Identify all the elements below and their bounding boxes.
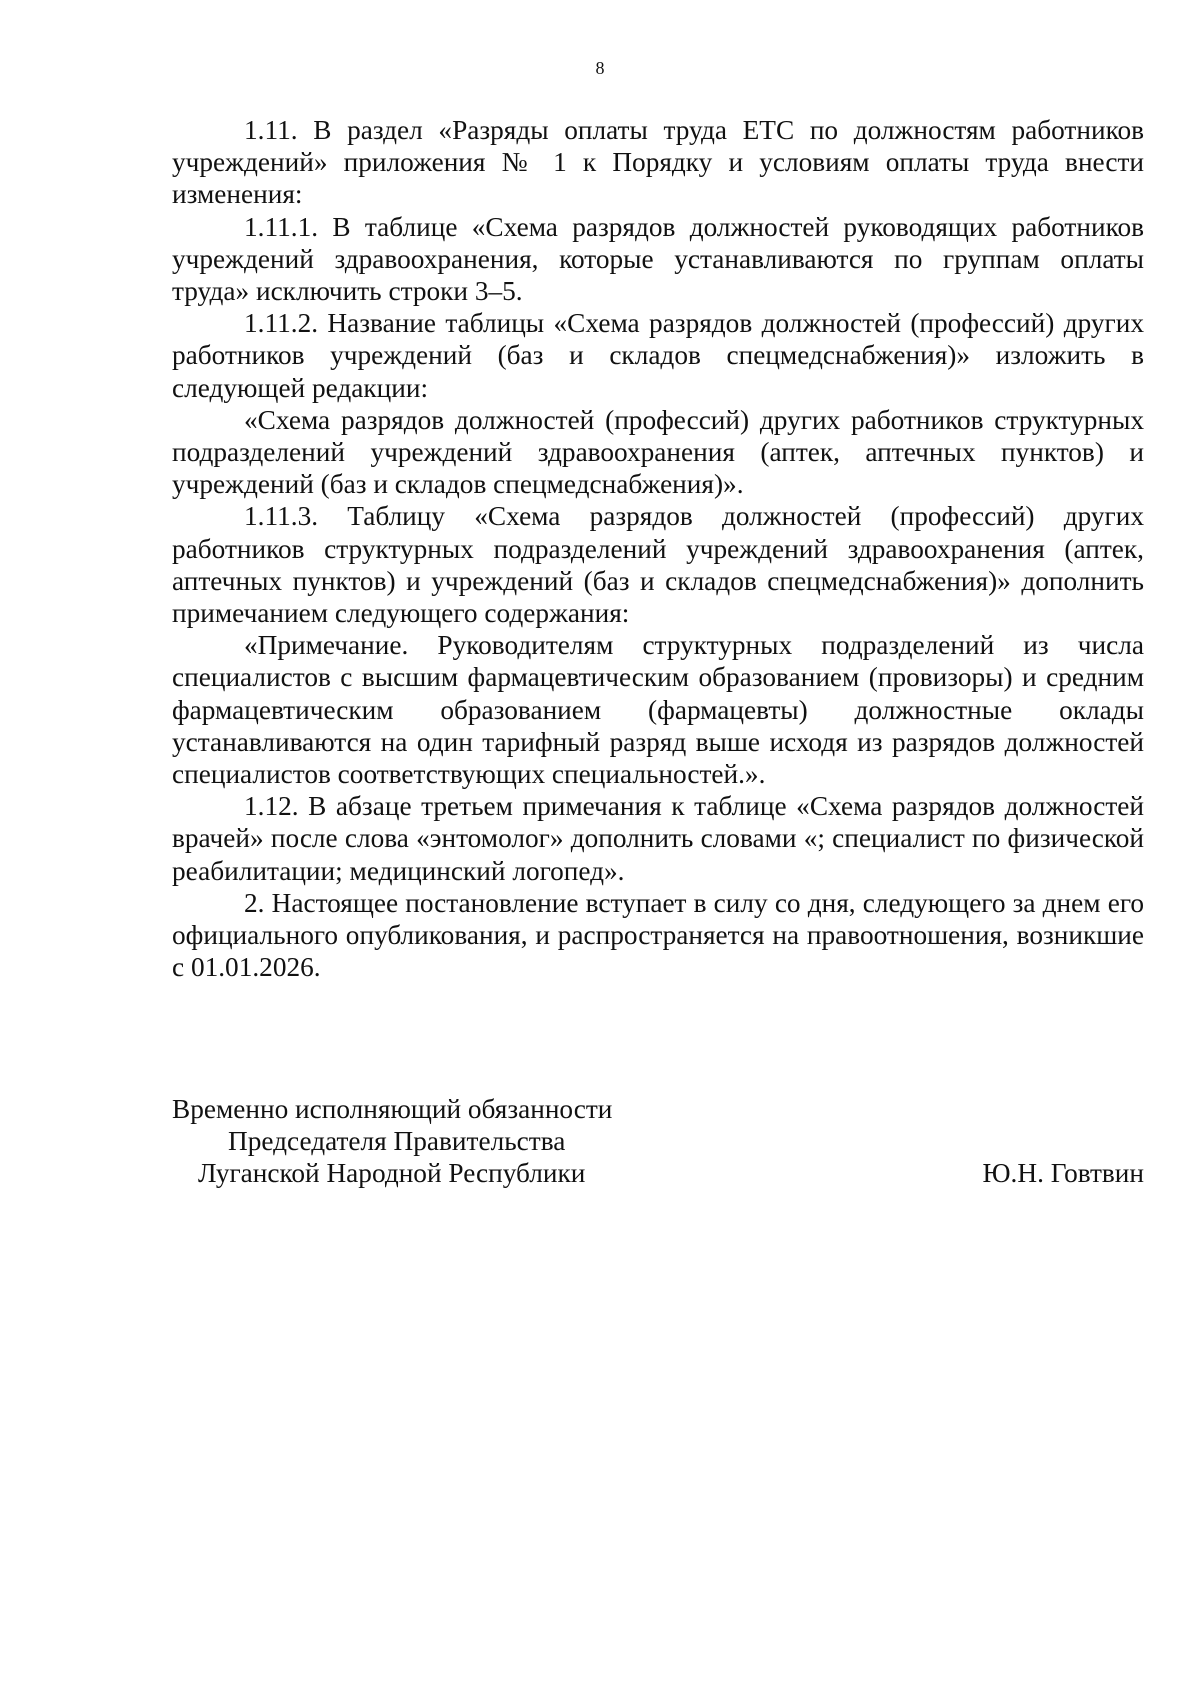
signature-block	[172, 1093, 1144, 1203]
signatory-title-line-3: Луганской Народной Республики	[198, 1158, 586, 1188]
signatory-name: Ю.Н. Говтвин	[982, 1158, 1144, 1188]
paragraph-2: 2. Настоящее постановление вступает в силу со дня, следующего за днем его официального опубликования, и распространяется на правоотношения, возникшие с 01.01.2026.	[172, 887, 1144, 983]
paragraph-note: «Примечание. Руководителям структурных подразделений из числа специалистов с высшим фармацевтическим образованием (провизоры) и средним фармацевтическим образованием (фармацевты) должностные оклады устанавливаются на один тарифный разряд выше исходя из разрядов должностей специалистов соответствующих специальностей.».	[172, 630, 1144, 790]
paragraph-1-11-1: 1.11.1. В таблице «Схема разрядов должностей руководящих работников учреждений здравоохранения, которые устанавливаются по группам оплаты труда» исключить строки 3–5.	[172, 211, 1144, 307]
paragraph-1-11-2: 1.11.2. Название таблицы «Схема разрядов должностей (профессий) других работников учреждений (баз и складов спецмедснабжения)» изложить в следующей редакции:	[172, 308, 1144, 403]
signatory-title-line-2: Председателя Правительства	[228, 1126, 566, 1156]
paragraph-1-11-3: 1.11.3. Таблицу «Схема разрядов должностей (профессий) других работников структурных подразделений учреждений здравоохранения (аптек, аптечных пунктов) и учреждений (баз и складов спецмедснабжения)» дополнить примечанием следующего содержания:	[172, 501, 1144, 629]
paragraph-new-table-title: «Схема разрядов должностей (профессий) других работников структурных подразделений учреждений здравоохранения (аптек, аптечных пунктов) и учреждений (баз и складов спецмедснабжения)».	[172, 404, 1144, 500]
paragraph-1-11: 1.11. В раздел «Разряды оплаты труда ЕТС по должностям работников учреждений» приложения № 1 к Порядку и условиям оплаты труда внести изменения:	[172, 115, 1144, 210]
signatory-title-line-1: Временно исполняющий обязанности	[172, 1094, 613, 1124]
page-number: 8	[595, 58, 605, 78]
paragraph-1-12: 1.12. В абзаце третьем примечания к таблице «Схема разрядов должностей врачей» после слова «энтомолог» дополнить словами «; специалист по физической реабилитации; медицинский логопед».	[172, 791, 1144, 886]
document-body	[172, 114, 1144, 983]
